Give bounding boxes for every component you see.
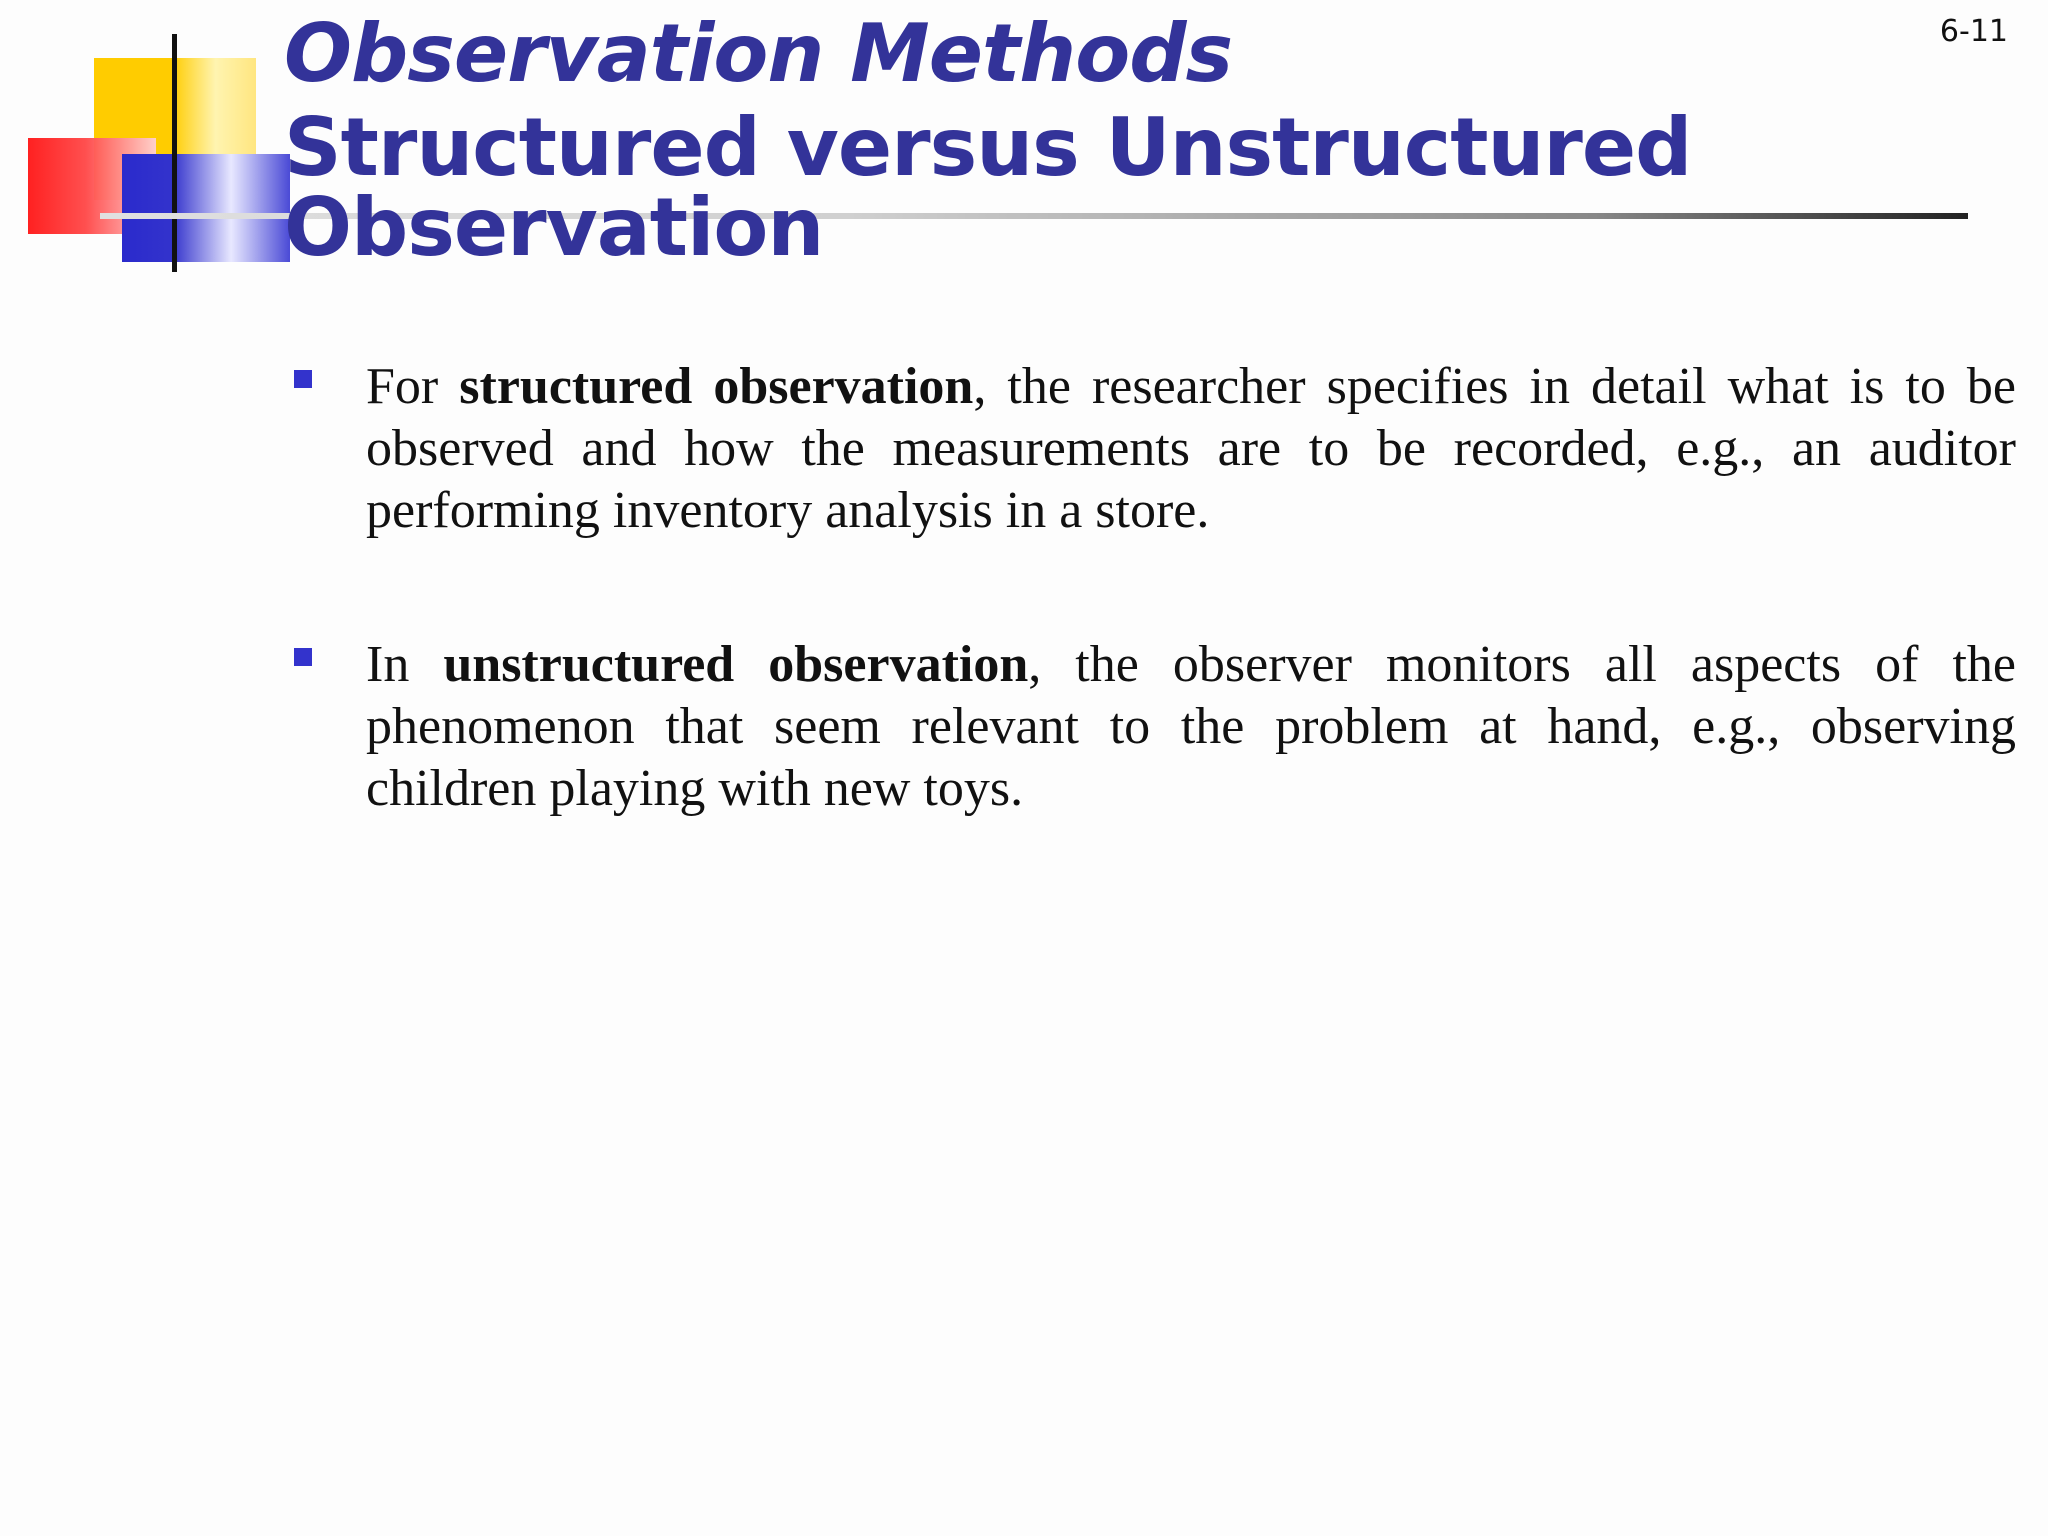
logo-vertical-line <box>172 34 177 272</box>
bullet-text: , the researcher specifies in detail what is to be observed and how the measurements are to be recorded, e.g., an auditor performing inventory analysis in a store. <box>366 358 2016 539</box>
bullet-list <box>294 356 2016 912</box>
bullet-text: , the observer monitors all aspects of the phenomenon that seem relevant to the problem at hand, e.g., observing children playing with new toys. <box>366 636 2016 817</box>
square-bullet-icon <box>294 370 312 388</box>
bullet-prefix: For <box>366 358 460 415</box>
bullet-item-unstructured <box>294 634 2016 820</box>
logo-blue-block <box>122 154 290 262</box>
bullet-term: unstructured observation <box>443 636 1029 693</box>
slide-title <box>284 7 2048 274</box>
bullet-prefix: In <box>366 636 444 693</box>
bullet-term: structured observation <box>459 358 974 415</box>
slide-title-sub: Structured versus Unstructured Observation <box>284 101 1692 274</box>
slide-number: 6-11 <box>1939 14 2008 49</box>
slide-title-main: Observation Methods <box>284 7 1233 100</box>
bullet-item-structured <box>294 356 2016 542</box>
square-bullet-icon <box>294 648 312 666</box>
